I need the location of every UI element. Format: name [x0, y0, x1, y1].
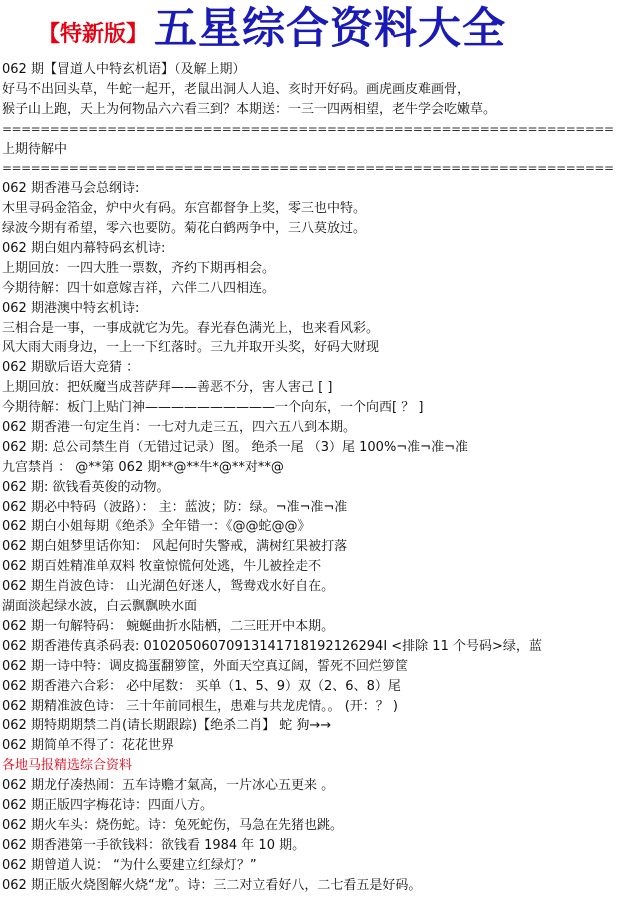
page-header: [0, 0, 641, 58]
text-line: 062 期百姓精准单双料 牧童惊慌何处逃，牛儿被拴走不: [2, 559, 322, 575]
text-line: 062 期龙仔凑热闹：五车诗赡才氣高，一片冰心五更来 。: [2, 778, 335, 794]
text-line: 062 期香港六合彩： 必中尾数： 买单（1、5、9）双（2、6、8）尾: [2, 678, 401, 694]
text-line: 062 期一句解特码： 蜿蜒曲折水陆栖，二三旺开中本期。: [2, 618, 335, 634]
text-line: 062 期白姐梦里话你知： 风起何时失警戒，满树红果被打落: [2, 539, 348, 555]
section-heading: 各地马报精选综合资料: [2, 758, 133, 774]
text-line: 上期回放：把妖魔当成菩萨拜——善恶不分，害人害己 [ ]: [2, 380, 333, 396]
text-line: 062 期白小姐每期《绝杀》全年错一：《@@蛇@@》: [2, 519, 311, 535]
text-line: 风大雨大雨身边，一上一下红落时。三九并取开头奖，好码大财现: [2, 340, 380, 356]
text-line: 猴子山上跑，天上为何物品六六看三到？本期送：一三一四两相望，老牛学会吃嫩草。: [2, 101, 497, 117]
text-line: 062 期: 欲钱看英俊的动物。: [2, 479, 170, 495]
text-line: 062 期歇后语大竞猜 ：: [2, 360, 140, 376]
document-body: [2, 60, 638, 895]
text-line: 062 期特期期禁二肖(请长期跟踪)【绝杀二肖】 蛇 狗→→: [2, 718, 332, 734]
text-line: 062 期必中特码（波路）： 主：蓝波；防：绿。¬准¬准¬准: [2, 499, 348, 515]
text-line: 062 期香港第一手欲钱料：欲钱看 1984 年 10 期。: [2, 837, 306, 853]
text-line: 062 期正版火烧图解火烧“龙”。诗：三二对立看好八，二七看五是好码。: [2, 877, 422, 893]
text-line: 062 期一诗中特：调皮捣蛋翻箩筐，外面天空真辽阔，誓死不回烂箩筐: [2, 658, 408, 674]
text-line: 062 期【冒道人中特玄机语】（及解上期）: [2, 62, 246, 77]
text-line: 062 期正版四字梅花诗：四面八方。: [2, 797, 213, 813]
edition-badge: 【特新版】: [38, 22, 149, 47]
text-line: 今期待解：四十如意嫁吉祥，六伴二八四相连。: [2, 280, 276, 296]
text-line: 木里寻码金箔金，炉中火有码。东宫都督争上奖，零三也中特。: [2, 201, 367, 217]
text-line: 上期回放：一四大胜一票数，齐约下期再相会。: [2, 260, 276, 276]
text-line: 三相合是一事，一事成就它为先。春光春色满光上，也来看风彩。: [2, 320, 380, 336]
text-line: 062 期白姐内幕特码玄机诗:: [2, 241, 166, 257]
text-line: 湖面淡起绿水波，白云飘飘映水面: [2, 599, 198, 615]
text-line: 062 期火车头：烧伤蛇。诗：兔死蛇伤，马急在先猪也跳。: [2, 817, 343, 833]
text-line: 062 期曾道人说： “为什么要建立红绿灯？”: [2, 857, 257, 873]
text-line: 绿波今期有希望，零六也要防。菊花白鹤两争中，三八莫放过。: [2, 221, 367, 237]
text-line: 好马不出回头草，牛蛇一起开，老鼠出洞人人追、亥时开好码。画虎画皮难画骨，: [2, 81, 471, 97]
text-line: 上期待解中: [2, 141, 68, 157]
separator-line: ================================================================: [2, 161, 614, 176]
text-line: 062 期: 总公司禁生肖（无错过记录）图。 绝杀一尾 （3）尾 100%¬准¬准¬准: [2, 439, 468, 455]
separator-line: ================================================================: [2, 121, 614, 136]
text-line: 062 期精准波色诗： 三十年前同根生，患难与共龙虎情。。 (开：？ ): [2, 698, 398, 714]
text-line: 062 期香港马会总纲诗:: [2, 181, 140, 197]
page-title: 五星综合资料大全: [154, 4, 506, 54]
text-line: 九宫禁肖 ： @**第 062 期**@**牛*@**对**@: [2, 459, 284, 475]
text-line: 062 期生肖波色诗： 山光湖色好迷人，鸳鸯戏水好自在。: [2, 579, 335, 595]
text-line: 062 期简单不得了：花花世界: [2, 738, 174, 754]
text-line: 062 期香港一句定生肖：一七对九走三五，四六五八到本期。: [2, 420, 356, 436]
text-line: 今期待解：板门上贴门神——————————一个向东，一个向西[ ？ ]: [2, 400, 424, 416]
text-line: 062 期港澳中特玄机诗:: [2, 300, 140, 316]
text-line: 062 期香港传真杀码表: 01020506070913141718192126294I <排除 11 个号码>绿，蓝: [2, 638, 542, 654]
